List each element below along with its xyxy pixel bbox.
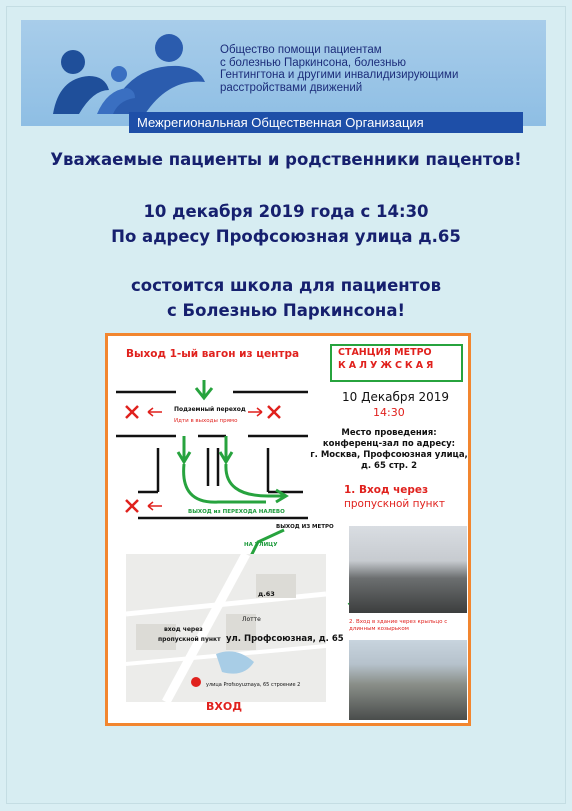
venue-line: г. Москва, Профсоюзная улица,	[310, 450, 468, 460]
entry2-label: 2. Вход в здание через крыльцо с длинным козырьком	[349, 619, 448, 632]
org-name-line: с болезнью Паркинсона, болезнью	[220, 56, 407, 69]
entry-via-label: вход через	[164, 626, 203, 633]
event-title-line2: с Болезнью Паркинсона!	[166, 301, 405, 320]
street-map-drawing	[126, 554, 326, 702]
poster-time: 14:30	[373, 406, 405, 419]
to-street-label: НА УЛИЦУ	[244, 542, 278, 548]
exit-left-label: ВЫХОД из ПЕРЕХОДА НАЛЕВО	[188, 509, 285, 515]
go-exits-label: Идти в выходы прямо	[174, 418, 238, 424]
metro-title: СТАНЦИЯ МЕТРО	[338, 347, 432, 358]
org-logo	[49, 34, 209, 120]
street-map	[126, 554, 326, 702]
venue-line: конференц-зал по адресу:	[322, 439, 456, 449]
event-title-line1: состоится школа для пациентов	[130, 276, 442, 295]
checkpoint-photo	[349, 526, 467, 613]
venue-line: д. 65 стр. 2	[361, 461, 417, 471]
entry1-line2: пропускной пункт	[344, 498, 446, 510]
map-caption: улица Profsoyuznaya, 65 строение 2	[206, 682, 301, 688]
org-header	[21, 20, 546, 130]
street-label: ул. Профсоюзная, д. 65	[226, 634, 344, 644]
greeting: Уважаемые пациенты и родственники пацентов!	[50, 150, 522, 169]
org-name	[220, 44, 525, 94]
org-type-bar: Межрегиональная Общественная Организация	[129, 112, 523, 133]
event-date: 10 декабря 2019 года с 14:30	[143, 202, 429, 221]
metro-name: КАЛУЖСКАЯ	[338, 360, 437, 371]
org-name-line: Гентингтона и другими инвалидизирующими	[220, 69, 459, 81]
building-63-label: д.63	[258, 590, 275, 598]
org-name-line: расстройствами движений	[220, 81, 363, 94]
entry-big-label: ВХОД	[206, 700, 243, 713]
event-address: По адресу Профсоюзная улица д.65	[111, 227, 461, 246]
venue-block	[308, 428, 470, 472]
metro-station-box	[330, 344, 463, 382]
directions-poster	[105, 333, 471, 726]
org-name-line: Общество помощи пациентам	[220, 44, 382, 56]
exit-metro-label: ВЫХОД ИЗ МЕТРО	[276, 524, 334, 530]
poster-date: 10 Декабря 2019	[342, 390, 450, 404]
lotte-label: Лотте	[242, 616, 261, 623]
entry1-line1: 1. Вход через	[344, 484, 429, 496]
underpass-label: Подземный переход	[174, 406, 246, 413]
checkpoint-label: пропускной пункт	[158, 636, 221, 643]
venue-line: Место проведения:	[341, 428, 437, 438]
exit-label: Выход 1-ый вагон из центра	[126, 348, 300, 360]
entrance-photo	[349, 640, 467, 720]
